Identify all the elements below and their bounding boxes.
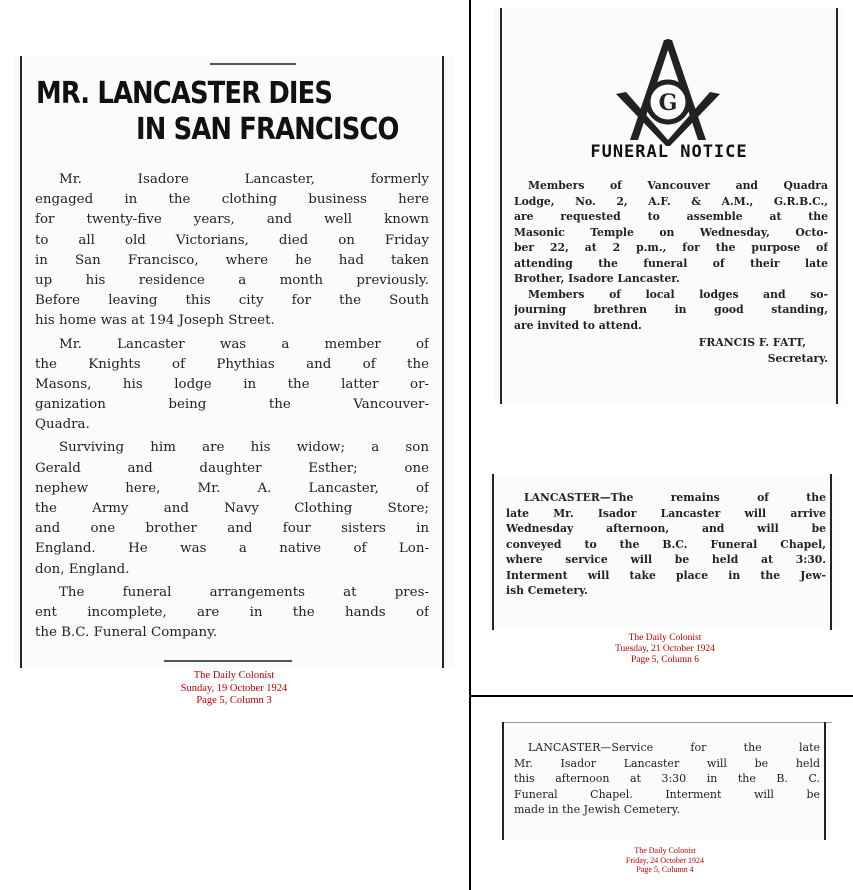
text-line: don, England. <box>35 561 130 577</box>
funeral-notice-body <box>514 178 828 366</box>
text-line: LANCASTER—The remains of the <box>524 491 826 504</box>
headline-line-2: IN SAN FRANCISCO <box>136 112 399 147</box>
text-line: Quadra. <box>35 417 90 433</box>
caption-newspaper: The Daily Colonist <box>628 633 702 643</box>
text-line: The funeral arrangements at pres- <box>59 584 429 600</box>
right-column-rule <box>442 56 444 668</box>
text-line: ber 22, at 2 p.m., for the purpose of <box>514 241 828 254</box>
text-line: attending the funeral of their late <box>514 256 828 270</box>
bottom-rule <box>164 660 292 662</box>
text-line: conveyed to the B.C. Funeral Chapel, <box>506 537 826 551</box>
text-line: ganization being the Vancouver- <box>35 397 429 413</box>
text-line: journing brethren in good standing, <box>514 303 828 316</box>
text-line: England. He was a native of Lon- <box>35 541 429 557</box>
obituary-clipping <box>14 56 454 668</box>
text-line: Masonic Temple on Wednesday, Octo- <box>514 225 828 239</box>
text-line: for twenty-five years, and well known <box>35 212 429 228</box>
left-column-rule <box>500 8 502 404</box>
signature: FRANCIS F. FATT, <box>698 336 806 349</box>
caption-page: Page 5, Column 3 <box>196 695 272 706</box>
text-line: this afternoon at 3:30 in the B. C. <box>514 772 820 785</box>
text-line: nephew here, Mr. A. Lancaster, of <box>35 480 429 496</box>
funeral-notice-clipping <box>494 8 844 404</box>
text-line: Gerald and daughter Esther; one <box>35 460 429 476</box>
top-rule <box>210 63 296 65</box>
left-column-rule <box>492 474 494 630</box>
text-line: the Knights of Phythias and of the <box>35 356 429 372</box>
text-line: the B.C. Funeral Company. <box>35 625 218 641</box>
caption-newspaper: The Daily Colonist <box>634 846 696 855</box>
left-column-rule <box>502 722 504 840</box>
text-line: in San Francisco, where he had taken <box>35 252 429 268</box>
text-line: his home was at 194 Joseph Street. <box>35 313 275 329</box>
horizontal-divider <box>469 695 853 697</box>
text-line: late Mr. Isador Lancaster will arrive <box>506 506 826 520</box>
text-line: Before leaving this city for the South <box>35 293 429 309</box>
text-line: Surviving him are his widow; a son <box>59 440 429 456</box>
text-line: Lodge, No. 2, A.F. & A.M., G.R.B.C., <box>514 194 828 208</box>
text-line: up his residence a month previously. <box>35 272 429 288</box>
text-line: Members of Vancouver and Quadra <box>528 179 828 192</box>
text-line: to all old Victorians, died on Friday <box>35 232 429 248</box>
caption-date: Sunday, 19 October 1924 <box>180 682 288 694</box>
emblem-letter: G <box>658 90 678 116</box>
text-line: Masons, his lodge in the latter or- <box>35 376 429 392</box>
text-line: Brother, Isadore Lancaster. <box>514 272 680 285</box>
funeral-notice-title: FUNERAL NOTICE <box>590 142 748 162</box>
text-line: where service will be held at 3:30. <box>506 553 826 566</box>
text-line: Members of local lodges and so- <box>528 287 828 301</box>
text-line: and one brother and four sisters in <box>35 521 429 537</box>
right-column-rule <box>830 474 832 630</box>
obituary-caption <box>154 670 314 708</box>
signature-title: Secretary. <box>767 351 828 365</box>
text-line: ish Cemetery. <box>506 584 588 597</box>
service-caption <box>600 846 730 875</box>
service-notice-body <box>514 740 820 818</box>
text-line: Mr. Lancaster was a member of <box>59 336 429 352</box>
right-column-rule <box>824 722 826 840</box>
remains-notice-clipping <box>490 474 840 630</box>
text-line: engaged in the clothing business here <box>35 192 429 208</box>
service-notice-clipping <box>502 722 832 840</box>
remains-notice-body <box>506 490 826 599</box>
caption-date: Tuesday, 21 October 1924 <box>615 644 715 654</box>
text-line: are requested to assemble at the <box>514 210 828 223</box>
text-line: LANCASTER—Service for the late <box>528 741 820 754</box>
text-line: Interment will take place in the Jew- <box>506 568 826 582</box>
text-line: Mr. Isador Lancaster will be held <box>514 756 820 770</box>
caption-page: Page 5, Column 6 <box>630 655 700 665</box>
text-line: ent incomplete, are in the hands of <box>35 604 429 620</box>
text-line: the Army and Navy Clothing Store; <box>35 501 429 516</box>
caption-date: Friday, 24 October 1924 <box>625 855 705 865</box>
right-column-rule <box>836 8 838 404</box>
caption-newspaper: The Daily Colonist <box>193 670 275 681</box>
obituary-body <box>35 170 429 643</box>
text-line: made in the Jewish Cemetery. <box>514 803 681 816</box>
text-line: Wednesday afternoon, and will be <box>506 522 826 535</box>
vertical-divider <box>469 0 471 890</box>
text-line: Mr. Isadore Lancaster, formerly <box>59 172 429 187</box>
caption-page: Page 5, Column 4 <box>636 865 694 874</box>
left-column-rule <box>20 56 22 668</box>
remains-caption <box>590 633 740 666</box>
masonic-emblem <box>610 36 726 146</box>
headline-line-1: MR. LANCASTER DIES <box>36 76 333 111</box>
top-rule <box>502 722 832 723</box>
text-line: are invited to attend. <box>514 318 642 332</box>
text-line: Funeral Chapel. Interment will be <box>514 787 820 801</box>
